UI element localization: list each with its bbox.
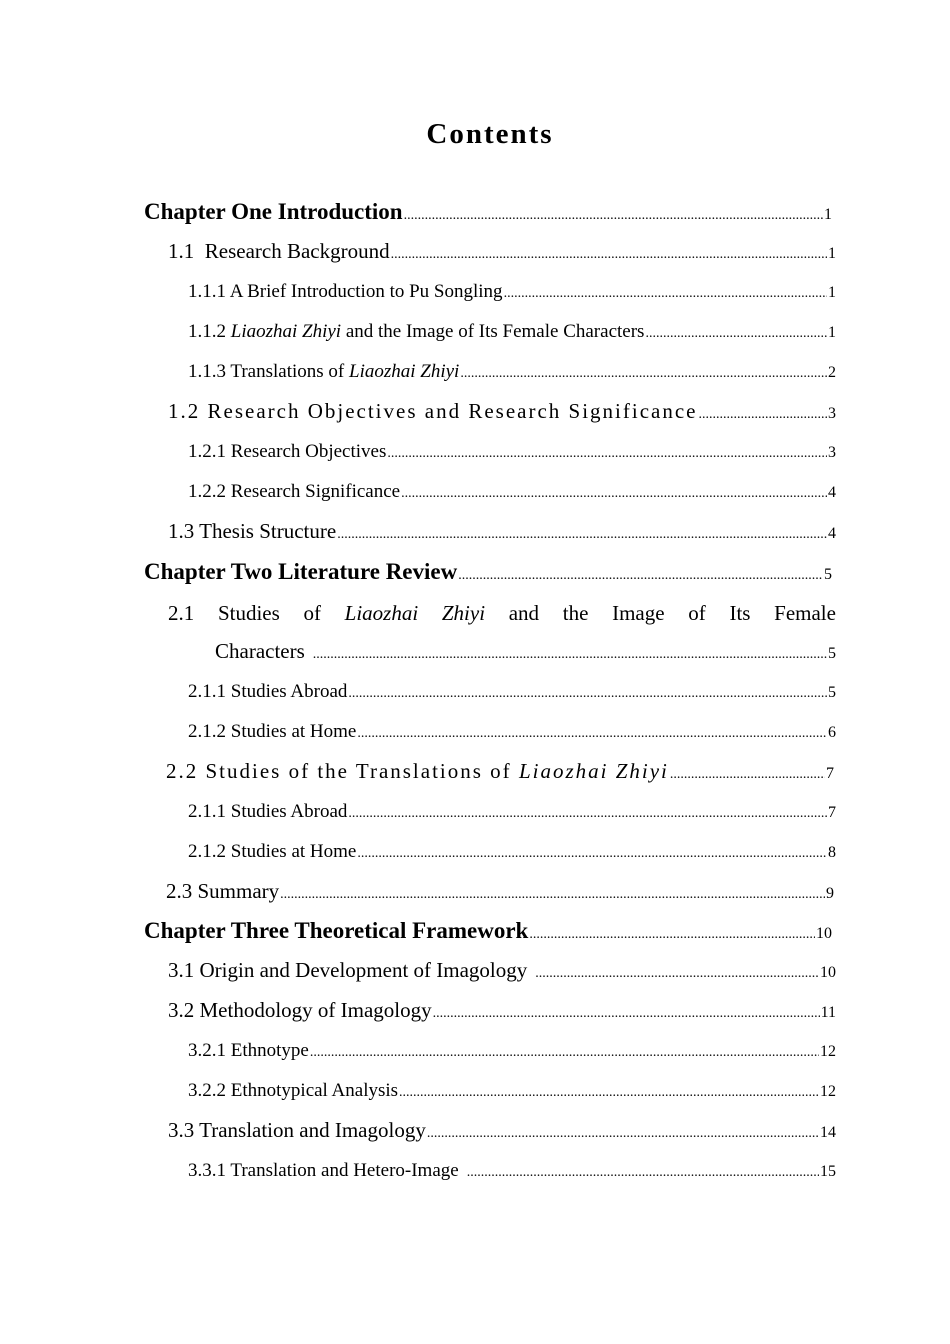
toc-entry-page: 2	[828, 364, 836, 381]
word: the	[562, 601, 589, 625]
label-italic-title: Liaozhai Zhiyi	[349, 361, 460, 382]
toc-entry-2-2[interactable]	[166, 759, 834, 799]
leader-dots	[357, 846, 827, 862]
toc-entry-3-3[interactable]	[168, 1118, 836, 1158]
label-number: 1.1.2	[188, 321, 231, 342]
toc-entry-page: 1	[828, 284, 836, 301]
toc-entry-page: 1	[828, 324, 836, 341]
toc-entry-label: 3.2 Methodology of Imagology	[168, 998, 432, 1022]
toc-entry-page: 3	[828, 444, 836, 461]
leader-dots	[399, 1085, 819, 1101]
word-italic: Zhiyi	[441, 601, 486, 625]
leader-dots	[280, 887, 825, 903]
label-rest: and the Image of Its Female Characters	[341, 321, 645, 342]
toc-entry-page: 9	[826, 885, 834, 902]
label-text: 2.2 Studies of the Translations of	[166, 759, 519, 783]
toc-entry-label: 2.1.2 Studies at Home	[188, 841, 357, 862]
toc-entry-label	[166, 759, 669, 784]
toc-entry-label: 1.1 Research Background	[168, 239, 390, 263]
toc-entry-chapter-three[interactable]	[144, 918, 832, 958]
toc-entry-label: Chapter One Introduction	[144, 199, 403, 224]
leader-dots	[504, 286, 827, 302]
leader-dots	[348, 686, 827, 702]
toc-entry-page: 12	[820, 1043, 836, 1060]
toc-entry-page: 10	[816, 925, 832, 942]
toc-entry-page: 5	[828, 684, 836, 701]
leader-dots	[427, 1126, 819, 1142]
toc-entry-1-3[interactable]	[168, 519, 836, 559]
toc-entry-1-1-2[interactable]	[188, 321, 836, 361]
toc-entry-3-2[interactable]	[168, 998, 836, 1038]
leader-dots	[460, 366, 827, 382]
leader-dots	[348, 806, 827, 822]
label-italic-title: Liaozhai Zhiyi	[518, 759, 669, 783]
toc-entry-label: 2.1.1 Studies Abroad	[188, 681, 348, 702]
leader-dots	[670, 767, 825, 783]
leader-dots	[467, 1165, 819, 1181]
toc-entry-3-1[interactable]	[168, 958, 836, 998]
toc-entry-label: 1.1.1 A Brief Introduction to Pu Songling	[188, 281, 503, 302]
toc-entry-label: 1.2.2 Research Significance	[188, 481, 401, 502]
toc-entry-page: 8	[828, 844, 836, 861]
toc-entry-label: 3.2.1 Ethnotype	[188, 1040, 309, 1061]
toc-entry-2-3[interactable]	[166, 879, 834, 919]
leader-dots	[458, 568, 823, 584]
word: Image	[612, 601, 665, 625]
toc-entry-page: 5	[824, 566, 832, 583]
toc-entry-chapter-one[interactable]	[144, 199, 832, 239]
toc-entry-1-2-2[interactable]	[188, 481, 836, 521]
toc-entry-page: 7	[828, 804, 836, 821]
toc-entry-2-1-2[interactable]	[188, 721, 836, 761]
leader-dots	[645, 326, 827, 342]
toc-entry-2-1-1[interactable]	[188, 681, 836, 721]
toc-entry-label: 2.1.2 Studies at Home	[188, 721, 357, 742]
leader-dots	[529, 927, 815, 943]
toc-entry-page: 15	[820, 1163, 836, 1180]
toc-entry-label: Chapter Three Theoretical Framework	[144, 918, 529, 943]
toc-entry-page: 4	[828, 484, 836, 501]
leader-dots	[337, 527, 827, 543]
toc-entry-label: 3.2.2 Ethnotypical Analysis	[188, 1080, 399, 1101]
toc-entry-page: 4	[828, 525, 836, 542]
toc-entry-1-1-3[interactable]	[188, 361, 836, 401]
leader-dots	[433, 1006, 820, 1022]
toc-entry-chapter-two[interactable]	[144, 559, 832, 599]
word: of	[303, 601, 321, 625]
toc-entry-page: 11	[820, 1004, 836, 1021]
label-number: 1.1.3 Translations of	[188, 361, 349, 382]
toc-entry-label	[188, 361, 459, 383]
leader-dots	[357, 726, 827, 742]
toc-entry-label: 1.3 Thesis Structure	[168, 519, 337, 543]
toc-entry-2-1-second-line[interactable]	[215, 639, 836, 679]
word: Female	[774, 601, 836, 625]
toc-entry-1-1[interactable]	[168, 239, 836, 279]
toc-entry-label: Chapter Two Literature Review	[144, 559, 458, 584]
toc-entry-label: 2.1.1 Studies Abroad	[188, 801, 348, 822]
leader-dots	[535, 966, 819, 982]
page-title: Contents	[426, 118, 554, 150]
word: Its	[729, 601, 751, 625]
leader-dots	[387, 446, 827, 462]
toc-entry-1-1-1[interactable]	[188, 281, 836, 321]
leader-dots	[401, 486, 827, 502]
toc-entry-1-2-1[interactable]	[188, 441, 836, 481]
toc-entry-label: Characters	[215, 639, 305, 663]
toc-entry-page: 5	[828, 645, 836, 662]
toc-entry-page: 7	[826, 765, 834, 782]
leader-dots	[391, 247, 827, 263]
toc-entry-page: 1	[824, 206, 832, 223]
toc-entry-1-2[interactable]	[168, 399, 836, 439]
toc-entry-label: 3.1 Origin and Development of Imagology	[168, 958, 528, 982]
word: Studies	[217, 601, 280, 625]
toc-entry-label: 1.2.1 Research Objectives	[188, 441, 387, 462]
toc-entry-label: 3.3.1 Translation and Hetero-Image	[188, 1160, 459, 1181]
toc-entry-page: 12	[820, 1083, 836, 1100]
toc-entry-2-2-2[interactable]	[188, 841, 836, 881]
toc-entry-label: 1.2 Research Objectives and Research Significance	[168, 399, 698, 423]
leader-dots	[699, 407, 828, 423]
toc-entry-label: 3.3 Translation and Imagology	[168, 1118, 426, 1142]
toc-entry-page: 1	[828, 245, 836, 262]
toc-entry-page: 10	[820, 964, 836, 981]
toc-entry-label	[188, 321, 644, 343]
toc-entry-page: 3	[828, 405, 836, 422]
word: 2.1	[168, 601, 195, 625]
toc-entry-label: 2.3 Summary	[166, 879, 280, 903]
toc-entry-3-2-1[interactable]	[188, 1040, 836, 1080]
word-italic: Liaozhai	[344, 601, 419, 625]
toc-entry-2-2-1[interactable]	[188, 801, 836, 841]
word: and	[508, 601, 540, 625]
label-italic-title: Liaozhai Zhiyi	[230, 321, 342, 342]
toc-entry-3-3-1[interactable]	[188, 1160, 836, 1200]
toc-entry-2-1-first-line[interactable]	[168, 601, 836, 626]
word: of	[688, 601, 706, 625]
toc-entry-3-2-2[interactable]	[188, 1080, 836, 1120]
toc-entry-page: 14	[820, 1124, 836, 1141]
toc-entry-page: 6	[828, 724, 836, 741]
leader-dots	[404, 208, 823, 224]
leader-dots	[313, 647, 827, 663]
leader-dots	[310, 1045, 819, 1061]
